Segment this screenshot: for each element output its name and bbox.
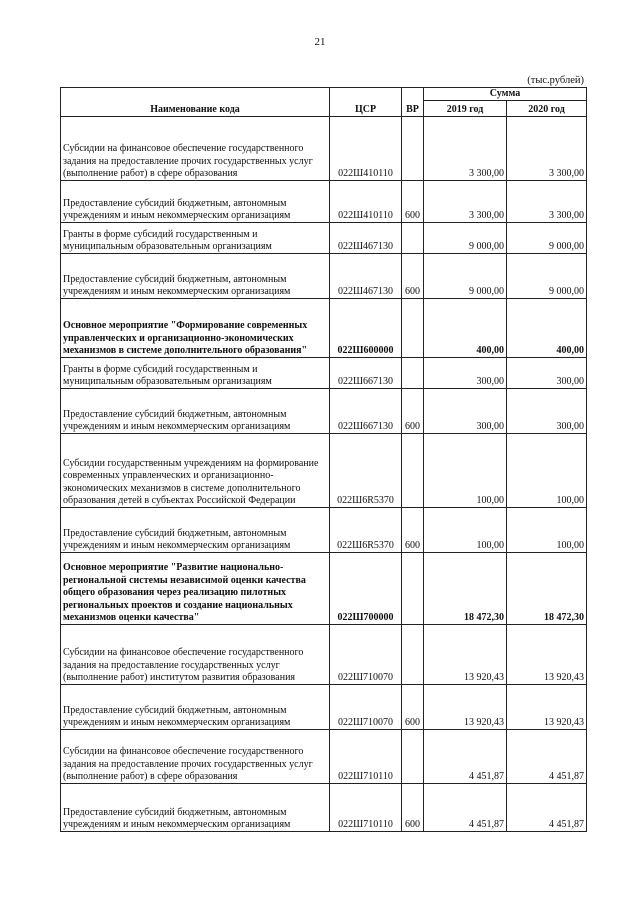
table-row — [61, 508, 587, 553]
cell-name: Предоставление субсидий бюджетным, автономным учреждениям и иным некоммерческим организациям — [61, 181, 330, 223]
cell-2019: 3 300,00 — [424, 181, 507, 223]
cell-name: Основное мероприятие "Развитие национально-региональной системы независимой оценки качества общего образования через реализацию пилотных региональных проектов и создание национальных механизмов оценки качества" — [61, 553, 330, 625]
cell-csr: 022Ш710110 — [330, 784, 402, 832]
cell-2020: 13 920,43 — [507, 685, 587, 730]
cell-vr: 600 — [402, 389, 424, 434]
table-row — [61, 389, 587, 434]
cell-csr: 022Ш410110 — [330, 181, 402, 223]
cell-vr: 600 — [402, 254, 424, 299]
cell-name: Основное мероприятие "Формирование современных управленческих и организационно-экономических механизмов в системе дополнительного образования" — [61, 299, 330, 358]
budget-table — [60, 87, 587, 832]
table-row — [61, 685, 587, 730]
cell-vr: 600 — [402, 784, 424, 832]
table-row — [61, 254, 587, 299]
cell-2019: 9 000,00 — [424, 254, 507, 299]
cell-csr: 022Ш710070 — [330, 685, 402, 730]
cell-vr — [402, 117, 424, 181]
cell-2020: 4 451,87 — [507, 784, 587, 832]
table-row — [61, 299, 587, 358]
table-row — [61, 784, 587, 832]
cell-vr — [402, 358, 424, 389]
table-row — [61, 223, 587, 254]
cell-2020: 300,00 — [507, 358, 587, 389]
cell-2019: 400,00 — [424, 299, 507, 358]
table-row — [61, 434, 587, 508]
cell-2020: 18 472,30 — [507, 553, 587, 625]
cell-2020: 3 300,00 — [507, 181, 587, 223]
cell-2020: 400,00 — [507, 299, 587, 358]
cell-2020: 9 000,00 — [507, 223, 587, 254]
cell-2020: 100,00 — [507, 434, 587, 508]
table-row — [61, 730, 587, 784]
cell-vr — [402, 223, 424, 254]
cell-vr: 600 — [402, 685, 424, 730]
cell-vr — [402, 299, 424, 358]
page-number: 21 — [314, 36, 326, 48]
cell-csr: 022Ш710070 — [330, 625, 402, 685]
cell-csr: 022Ш6R5370 — [330, 434, 402, 508]
cell-2019: 13 920,43 — [424, 685, 507, 730]
cell-2019: 300,00 — [424, 389, 507, 434]
table-row — [61, 181, 587, 223]
cell-name: Субсидии на финансовое обеспечение государственного задания на предоставление государственных услуг (выполнение работ) институтом развития образования — [61, 625, 330, 685]
cell-name: Гранты в форме субсидий государственным и муниципальным образовательным организациям — [61, 358, 330, 389]
cell-2019: 18 472,30 — [424, 553, 507, 625]
cell-2020: 13 920,43 — [507, 625, 587, 685]
cell-name: Предоставление субсидий бюджетным, автономным учреждениям и иным некоммерческим организациям — [61, 254, 330, 299]
cell-name: Субсидии на финансовое обеспечение государственного задания на предоставление прочих государственных услуг (выполнение работ) в сфере образования — [61, 730, 330, 784]
cell-csr: 022Ш410110 — [330, 117, 402, 181]
cell-vr — [402, 434, 424, 508]
cell-name: Предоставление субсидий бюджетным, автономным учреждениям и иным некоммерческим организациям — [61, 784, 330, 832]
table-row — [61, 625, 587, 685]
cell-name: Предоставление субсидий бюджетным, автономным учреждениям и иным некоммерческим организациям — [61, 685, 330, 730]
cell-csr: 022Ш600000 — [330, 299, 402, 358]
header-year-2020: 2020 год — [507, 101, 587, 117]
cell-2020: 100,00 — [507, 508, 587, 553]
cell-2019: 3 300,00 — [424, 117, 507, 181]
header-vr: ВР — [402, 88, 424, 117]
cell-vr — [402, 625, 424, 685]
cell-name: Гранты в форме субсидий государственным и муниципальным образовательным организациям — [61, 223, 330, 254]
units-label: (тыс.рублей) — [527, 75, 584, 86]
cell-2019: 9 000,00 — [424, 223, 507, 254]
cell-vr: 600 — [402, 181, 424, 223]
cell-name: Предоставление субсидий бюджетным, автономным учреждениям и иным некоммерческим организациям — [61, 389, 330, 434]
cell-csr: 022Ш710110 — [330, 730, 402, 784]
cell-vr — [402, 730, 424, 784]
cell-csr: 022Ш700000 — [330, 553, 402, 625]
cell-2019: 100,00 — [424, 508, 507, 553]
cell-name: Субсидии на финансовое обеспечение государственного задания на предоставление прочих государственных услуг (выполнение работ) в сфере образования — [61, 117, 330, 181]
table-row — [61, 553, 587, 625]
cell-2019: 4 451,87 — [424, 784, 507, 832]
cell-2019: 100,00 — [424, 434, 507, 508]
cell-2020: 3 300,00 — [507, 117, 587, 181]
cell-2019: 4 451,87 — [424, 730, 507, 784]
cell-2020: 9 000,00 — [507, 254, 587, 299]
header-name: Наименование кода — [61, 88, 330, 117]
cell-csr: 022Ш667130 — [330, 358, 402, 389]
cell-csr: 022Ш667130 — [330, 389, 402, 434]
header-sum: Сумма — [424, 88, 587, 101]
cell-vr: 600 — [402, 508, 424, 553]
cell-name: Субсидии государственным учреждениям на формирование современных управленческих и организационно-экономических механизмов в системе дополнительного образования детей в субъектах Российской Федерации — [61, 434, 330, 508]
cell-2019: 300,00 — [424, 358, 507, 389]
cell-2019: 13 920,43 — [424, 625, 507, 685]
cell-vr — [402, 553, 424, 625]
cell-csr: 022Ш467130 — [330, 223, 402, 254]
header-year-2019: 2019 год — [424, 101, 507, 117]
cell-csr: 022Ш467130 — [330, 254, 402, 299]
header-csr: ЦСР — [330, 88, 402, 117]
cell-name: Предоставление субсидий бюджетным, автономным учреждениям и иным некоммерческим организациям — [61, 508, 330, 553]
table-row — [61, 358, 587, 389]
cell-2020: 300,00 — [507, 389, 587, 434]
cell-csr: 022Ш6R5370 — [330, 508, 402, 553]
cell-2020: 4 451,87 — [507, 730, 587, 784]
table-row — [61, 117, 587, 181]
